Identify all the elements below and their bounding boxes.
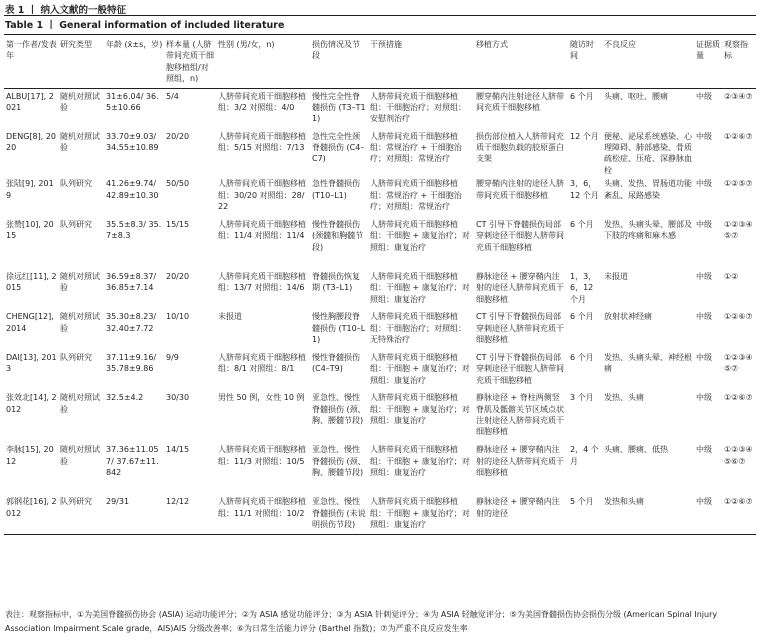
cell-outcome-indicators: ①②③④⑤⑥⑦ <box>724 445 753 466</box>
cell-follow-up: 3 个月 <box>570 393 594 403</box>
cell-evidence-quality: 中级 <box>696 445 712 455</box>
table-row <box>4 269 756 310</box>
table-row <box>4 494 756 535</box>
cell-transplant-method: CT 引导下脊髓损伤局部穿刺途径干细胞人脐带间充质干细胞移植 <box>476 219 564 252</box>
cell-study-type: 随机对照试验 <box>60 393 100 414</box>
cell-adverse-reaction: 发热、头痛头晕、神经根痛 <box>604 352 692 374</box>
cell-follow-up: 1，3，6，12 个月 <box>570 271 597 304</box>
cell-age: 36.59±8.37/ 36.85±7.14 <box>106 271 157 293</box>
cell-intervention: 人脐带间充质干细胞移植组：干细胞 + 康复治疗；对照组：康复治疗 <box>370 219 470 252</box>
cell-sex: 人脐带间充质干细胞移植组：11/3 对照组：10/5 <box>218 445 306 466</box>
cell-evidence-quality: 中级 <box>696 131 712 141</box>
cell-transplant-method: CT 引导下脊髓损伤局部穿刺途径人脐带间充质干细胞移植 <box>476 312 564 345</box>
header-cell: 第一作者/发表年 <box>4 37 58 88</box>
cell-sex: 人脐带间充质干细胞移植组：3/2 对照组：4/0 <box>218 91 306 113</box>
cell-sex: 未报道 <box>218 312 242 322</box>
cell-sex: 人脐带间充质干细胞移植组：8/1 对照组：8/1 <box>218 352 306 374</box>
cell-sample-size: 9/9 <box>166 352 179 362</box>
cell-injury: 慢性胸腰段脊髓损伤 (T10–L1) <box>312 312 366 345</box>
cell-author: 徐远红[11], 2015 <box>6 271 57 293</box>
header-cell: 观察指标 <box>722 37 756 88</box>
cell-outcome-indicators: ①②⑥⑦ <box>724 312 753 322</box>
cell-transplant-method: 损伤部位植入人脐带间充质干细胞负载的胶原蛋白支架 <box>476 131 564 164</box>
cell-evidence-quality: 中级 <box>696 312 712 322</box>
cell-transplant-method: 腰穿鞘内注射的途径人脐带间充质干细胞移植 <box>476 179 564 200</box>
table-row <box>4 350 756 391</box>
table-row <box>4 309 756 350</box>
cell-author: ALBU[17], 2021 <box>6 91 54 113</box>
cell-outcome-indicators: ①②③④⑤⑦ <box>724 219 753 241</box>
cell-outcome-indicators: ①② <box>724 271 739 281</box>
cell-follow-up: 6 个月 <box>570 312 594 322</box>
cell-sample-size: 10/10 <box>166 312 190 322</box>
cell-intervention: 人脐带间充质干细胞移植组：干细胞 + 康复治疗；对照组：康复治疗 <box>370 271 470 304</box>
cell-author: 郭钢花[16], 2012 <box>4 494 58 535</box>
header-cell: 年龄 (x̄±s，岁) <box>104 37 164 88</box>
cell-author: DENG[8], 2020 <box>6 131 56 153</box>
cell-sample-size: 14/15 <box>166 445 190 455</box>
cell-outcome-indicators: ①②③④⑤⑦ <box>724 352 753 374</box>
cell-adverse-reaction: 发热和头痛 <box>602 494 694 535</box>
cell-outcome-indicators: ①②⑤⑦ <box>724 179 753 189</box>
table-header <box>4 37 756 88</box>
cell-sex: 人脐带间充质干细胞移植组：11/4 对照组：11/4 <box>218 219 306 241</box>
cell-sex: 人脐带间充质干细胞移植组：30/20 对照组：28/22 <box>218 179 306 212</box>
cell-author: 张效北[14], 2012 <box>6 393 57 414</box>
header-cell: 性别 (男/女，n) <box>216 37 310 88</box>
cell-injury: 亚急性、慢性脊髓损伤 (未说明损伤节段) <box>310 494 368 535</box>
cell-study-type: 队列研究 <box>60 179 92 189</box>
cell-transplant-method: 静脉途径 + 腰穿鞘内注射的途径 <box>474 494 568 535</box>
header-cell: 随访时间 <box>568 37 602 88</box>
cell-evidence-quality: 中级 <box>696 393 712 403</box>
cell-age: 41.26±9.74/ 42.89±10.30 <box>106 179 159 200</box>
cell-adverse-reaction: 便秘、泌尿系统感染、心理障碍、肺部感染、骨质疏松症、压疮、深静脉血栓 <box>604 131 692 175</box>
cell-sex: 男性 50 例，女性 10 例 <box>218 393 305 403</box>
cell-adverse-reaction: 发热、头痛头晕、腰部及下肢的疼痛和麻木感 <box>604 219 692 241</box>
table-caption-en: Table 1 丨 General information of included literature <box>5 20 285 31</box>
cell-injury: 慢性脊髓损伤 (C4–T9) <box>312 352 360 374</box>
cell-intervention: 人脐带间充质干细胞移植组：干细胞 + 康复治疗；对照组：康复治疗 <box>370 393 470 426</box>
cell-author: 张赞[10], 2015 <box>6 219 54 241</box>
cell-study-type: 队列研究 <box>60 219 92 229</box>
cell-adverse-reaction: 头痛、呕吐、腰痛 <box>604 91 668 101</box>
cell-follow-up: 6 个月 <box>570 219 594 229</box>
cell-outcome-indicators: ②③④⑦ <box>724 91 753 101</box>
cell-injury: 脊髓损伤恢复期 (T3–L1) <box>312 271 360 293</box>
cell-age: 29/31 <box>104 494 164 535</box>
header-cell: 不良反应 <box>602 37 694 88</box>
cell-sex: 人脐带间充质干细胞移植组：11/1 对照组：10/2 <box>216 494 310 535</box>
table-row <box>4 442 756 494</box>
header-top-rule <box>4 34 756 35</box>
cell-author: CHENG[12], 2014 <box>6 312 54 333</box>
cell-age: 31±6.04/ 36.5±10.66 <box>106 91 159 113</box>
header-cell: 研究类型 <box>58 37 104 88</box>
cell-sample-size: 20/20 <box>166 131 190 141</box>
cell-evidence-quality: 中级 <box>696 271 712 281</box>
table-footnote: 表注：观察指标中，①为美国脊髓损伤协会 (ASIA) 运动功能评分；②为 ASIA 感觉功能评分；③为 ASIA 针刺觉评分；④为 ASIA 轻触觉评分；⑤为美国脊髓损伤协会损伤分级 (American Spinal Injury Association Impairment Scale grade，AIS)AIS 分级改善率；⑥为日常生活能力评分 (Barthel 指数)；⑦为严重不良反应发生率 <box>5 610 718 633</box>
cell-transplant-method: 静脉途径 + 腰穿鞘内注射的途径人脐带间充质干细胞移植 <box>476 271 564 304</box>
cell-sex: 人脐带间充质干细胞移植组：5/15 对照组：7/13 <box>218 131 306 153</box>
table-caption-zh: 表 1 丨 纳入文献的一般特征 <box>5 5 127 16</box>
cell-intervention: 人脐带间充质干细胞移植组：干细胞 + 康复治疗；对照组：康复治疗 <box>370 352 470 385</box>
cell-study-type: 随机对照试验 <box>60 131 100 153</box>
cell-injury: 慢性完全性脊髓损伤 (T3–T11) <box>312 91 366 124</box>
cell-evidence-quality: 中级 <box>696 91 712 101</box>
cell-transplant-method: 静脉途径 + 脊柱两侧竖脊肌及骶髂关节区域点状注射途径人脐带间充质干细胞移植 <box>476 393 564 437</box>
cell-evidence-quality: 中级 <box>696 179 712 189</box>
cell-adverse-reaction: 头痛、腰痛、低热 <box>604 445 668 455</box>
cell-injury: 亚急性、慢性脊髓损伤 (颈、胸、腰髓节段) <box>312 393 366 426</box>
cell-age: 37.36±11.057/ 37.67±11.842 <box>106 445 159 478</box>
cell-author: 李脉[15], 2012 <box>6 445 54 466</box>
cell-intervention: 人脐带间充质干细胞移植组：常规治疗 + 干细胞治疗；对照组：常规治疗 <box>370 179 462 212</box>
cell-age: 35.30±8.23/ 32.40±7.72 <box>106 312 157 333</box>
literature-table <box>4 37 756 535</box>
cell-evidence-quality: 中级 <box>696 352 712 362</box>
header-row <box>4 37 756 88</box>
cell-follow-up: 2，4 个月 <box>570 445 599 466</box>
cell-study-type: 随机对照试验 <box>60 271 100 293</box>
cell-injury: 亚急性、慢性脊髓损伤 (颈、胸、腰髓节段) <box>312 445 366 478</box>
cell-adverse-reaction: 发热、头痛 <box>604 393 644 403</box>
cell-follow-up: 12 个月 <box>570 131 599 141</box>
cell-study-type: 随机对照试验 <box>60 312 100 333</box>
cell-study-type: 队列研究 <box>58 494 104 535</box>
cell-injury: 急性脊髓损伤 (T10–L1) <box>312 179 360 200</box>
cell-outcome-indicators: ①②⑥⑦ <box>724 131 753 141</box>
cell-sample-size: 5/4 <box>166 91 179 101</box>
table-row <box>4 88 756 129</box>
cell-study-type: 队列研究 <box>60 352 92 362</box>
cell-follow-up: 6 个月 <box>570 91 594 101</box>
cell-adverse-reaction: 头痛、发热、胃肠道功能紊乱、尿路感染 <box>604 179 692 200</box>
cell-age: 33.70±9.03/ 34.55±10.89 <box>106 131 159 153</box>
cell-intervention: 人脐带间充质干细胞移植组：干细胞 + 康复治疗；对照组：康复治疗 <box>368 494 474 535</box>
header-cell: 损伤情况及节段 <box>310 37 368 88</box>
cell-sample-size: 15/15 <box>166 219 190 229</box>
cell-intervention: 人脐带间充质干细胞移植组：干细胞 + 康复治疗；对照组：康复治疗 <box>370 445 470 478</box>
cell-adverse-reaction: 未报道 <box>604 271 628 281</box>
table-row <box>4 129 756 177</box>
cell-intervention: 人脐带间充质干细胞移植组：常规治疗 + 干细胞治疗；对照组：常规治疗 <box>370 131 462 164</box>
cell-sample-size: 50/50 <box>166 179 190 189</box>
cell-outcome-indicators: ①②⑥⑦ <box>722 494 756 535</box>
cell-intervention: 人脐带间充质干细胞移植组：干细胞治疗；对照组：安慰剂治疗 <box>370 91 466 124</box>
table-body <box>4 88 756 535</box>
top-rule <box>4 15 756 16</box>
cell-age: 37.11±9.16/ 35.78±9.86 <box>106 352 157 374</box>
cell-study-type: 随机对照试验 <box>60 445 100 466</box>
cell-author: 张陆[9], 2019 <box>6 179 54 200</box>
header-cell: 样本量 (人脐带间充质干细胞移植组/对照组，n) <box>164 37 216 88</box>
cell-follow-up: 6 个月 <box>570 352 594 362</box>
cell-follow-up: 5 个月 <box>568 494 602 535</box>
cell-transplant-method: 腰穿鞘内注射途径人脐带间充质干细胞移植 <box>476 91 564 113</box>
header-cell: 证据质量 <box>694 37 722 88</box>
cell-author: DAI[13], 2013 <box>6 352 57 374</box>
header-cell: 干预措施 <box>368 37 474 88</box>
cell-study-type: 随机对照试验 <box>60 91 100 113</box>
cell-sample-size: 20/20 <box>166 271 190 281</box>
cell-transplant-method: 静脉途径 + 腰穿鞘内注射的途径人脐带间充质干细胞移植 <box>476 445 564 478</box>
table-row <box>4 176 756 217</box>
cell-injury: 急性完全性颈脊髓损伤 (C4–C7) <box>312 131 365 164</box>
cell-evidence-quality: 中级 <box>696 219 712 229</box>
cell-evidence-quality: 中级 <box>694 494 722 535</box>
cell-age: 32.5±4.2 <box>106 393 144 403</box>
cell-intervention: 人脐带间充质干细胞移植组：干细胞治疗；对照组：无特殊治疗 <box>370 312 466 345</box>
cell-outcome-indicators: ①②⑥⑦ <box>724 393 753 403</box>
cell-age: 35.5±8.3/ 35.7±8.3 <box>106 219 162 241</box>
cell-sample-size: 30/30 <box>166 393 190 403</box>
cell-injury: 慢性脊髓损伤 (颈髓和胸髓节段) <box>312 219 364 252</box>
cell-follow-up: 3，6，12 个月 <box>570 179 599 200</box>
cell-sample-size: 12/12 <box>164 494 216 535</box>
cell-sex: 人脐带间充质干细胞移植组：13/7 对照组：14/6 <box>218 271 306 293</box>
cell-adverse-reaction: 放射状神经痛 <box>604 312 652 322</box>
table-row <box>4 217 756 269</box>
table-row <box>4 390 756 442</box>
header-cell: 移植方式 <box>474 37 568 88</box>
cell-transplant-method: CT 引导下脊髓损伤局部穿刺途径干细胞人脐带间充质干细胞移植 <box>476 352 564 385</box>
